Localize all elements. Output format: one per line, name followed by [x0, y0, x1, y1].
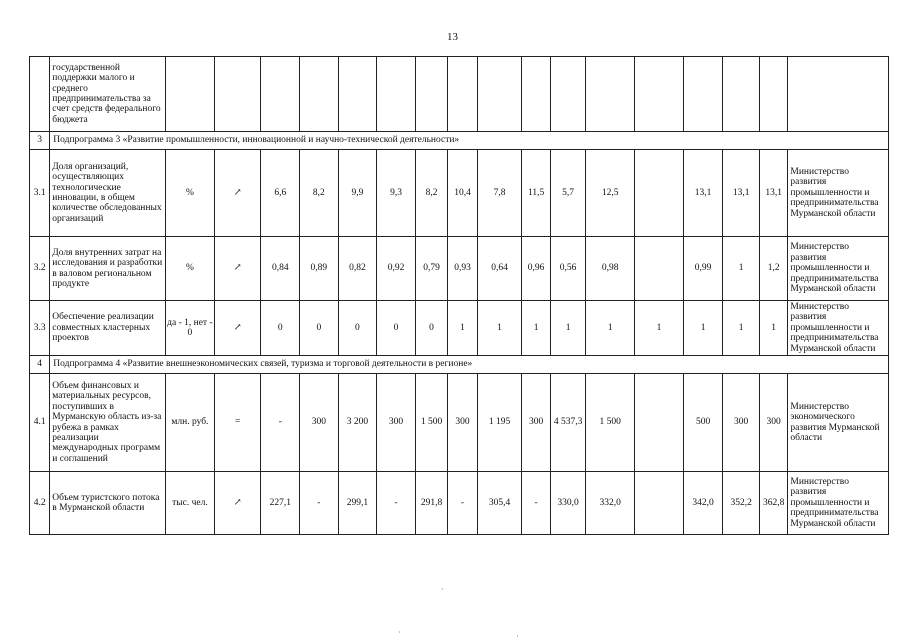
value-cell: 11,5: [522, 150, 550, 237]
value-cell: 300: [300, 374, 339, 472]
value-cell: 13,1: [759, 150, 787, 237]
direction-icon: ↗: [214, 472, 261, 535]
responsible-cell: Министерство развития промышленности и предпринимательства Мурманской области: [788, 237, 889, 301]
value-cell: 0,92: [377, 237, 416, 301]
value-cell: 1 500: [586, 374, 635, 472]
value-cell: 342,0: [683, 472, 723, 535]
value-cell: 6,6: [261, 150, 300, 237]
page-number: 13: [447, 31, 458, 43]
subprogram-title: Подпрограмма 4 «Развитие внешнеэкономических связей, туризма и торговой деятельности в регионе»: [50, 356, 889, 374]
value-cell: 1: [723, 301, 760, 356]
indicator-name: Обеспечение реализации совместных кластерных проектов: [50, 301, 166, 356]
value-cell: 0,79: [415, 237, 447, 301]
table-row: [30, 374, 889, 472]
table-row: [30, 150, 889, 237]
value-cell: -: [300, 472, 339, 535]
row-number: 4.2: [30, 472, 50, 535]
value-cell: 0: [338, 301, 377, 356]
row-number: 4.1: [30, 374, 50, 472]
subprogram-3-header: [30, 132, 889, 150]
value-cell: 1: [477, 301, 522, 356]
row-number: 3.3: [30, 301, 50, 356]
responsible-cell: Министерство экономического развития Мурманской области: [788, 374, 889, 472]
value-cell: 5,7: [550, 150, 586, 237]
indicator-name: Объем финансовых и материальных ресурсов, поступивших в Мурманскую область из-за рубежа в рамках реализации международных программ и соглашений: [50, 374, 166, 472]
value-cell: 362,8: [759, 472, 787, 535]
table-row: [30, 472, 889, 535]
responsible-cell: Министерство развития промышленности и предпринимательства Мурманской области: [788, 301, 889, 356]
value-cell: 0: [415, 301, 447, 356]
value-cell: 4 537,3: [550, 374, 586, 472]
value-cell: 0: [300, 301, 339, 356]
direction-icon: ↗: [214, 301, 261, 356]
indicator-name: Доля организаций, осуществляющих технологические инновации, в общем количестве обследованных организаций: [50, 150, 166, 237]
value-cell: 291,8: [415, 472, 447, 535]
responsible-cell: Министерство развития промышленности и предпринимательства Мурманской области: [788, 472, 889, 535]
value-cell: 0,64: [477, 237, 522, 301]
value-cell: [635, 150, 684, 237]
value-cell: 500: [683, 374, 723, 472]
value-cell: 9,3: [377, 150, 416, 237]
value-cell: 10,4: [448, 150, 477, 237]
value-cell: 1 195: [477, 374, 522, 472]
scan-speck: ·: [398, 628, 401, 637]
value-cell: -: [377, 472, 416, 535]
direction-icon: ↗: [214, 237, 261, 301]
value-cell: 0,56: [550, 237, 586, 301]
unit-cell: тыс. чел.: [166, 472, 215, 535]
value-cell: 8,2: [300, 150, 339, 237]
value-cell: 0,98: [586, 237, 635, 301]
indicators-table: [29, 56, 889, 535]
table-row-continuation: [30, 57, 889, 132]
direction-icon: ↗: [214, 150, 261, 237]
value-cell: 1: [586, 301, 635, 356]
row-number: 3.1: [30, 150, 50, 237]
value-cell: 1: [759, 301, 787, 356]
value-cell: 300: [448, 374, 477, 472]
unit-cell: да - 1, нет - 0: [166, 301, 215, 356]
value-cell: 12,5: [586, 150, 635, 237]
value-cell: 0,89: [300, 237, 339, 301]
value-cell: 1: [723, 237, 760, 301]
unit-cell: %: [166, 150, 215, 237]
subprogram-4-header: [30, 356, 889, 374]
value-cell: 8,2: [415, 150, 447, 237]
value-cell: 300: [723, 374, 760, 472]
value-cell: 0,84: [261, 237, 300, 301]
value-cell: 300: [522, 374, 550, 472]
unit-cell: %: [166, 237, 215, 301]
value-cell: 13,1: [683, 150, 723, 237]
value-cell: -: [261, 374, 300, 472]
row-number: 3: [30, 132, 50, 150]
value-cell: 330,0: [550, 472, 586, 535]
value-cell: -: [522, 472, 550, 535]
value-cell: 3 200: [338, 374, 377, 472]
value-cell: 0,93: [448, 237, 477, 301]
table-row: [30, 301, 889, 356]
value-cell: 1,2: [759, 237, 787, 301]
value-cell: 1: [448, 301, 477, 356]
direction-icon: =: [214, 374, 261, 472]
row-number: 3.2: [30, 237, 50, 301]
value-cell: 13,1: [723, 150, 760, 237]
indicator-name: государственной поддержки малого и среднего предпринимательства за счет средств федерального бюджета: [50, 57, 166, 132]
value-cell: 0: [261, 301, 300, 356]
value-cell: 300: [759, 374, 787, 472]
value-cell: -: [448, 472, 477, 535]
value-cell: 0,99: [683, 237, 723, 301]
value-cell: 305,4: [477, 472, 522, 535]
value-cell: 1: [683, 301, 723, 356]
unit-cell: млн. руб.: [166, 374, 215, 472]
value-cell: [635, 374, 684, 472]
value-cell: 1: [550, 301, 586, 356]
value-cell: 352,2: [723, 472, 760, 535]
responsible-cell: Министерство развития промышленности и предпринимательства Мурманской области: [788, 150, 889, 237]
value-cell: 1: [522, 301, 550, 356]
value-cell: 0: [377, 301, 416, 356]
indicator-name: Доля внутренних затрат на исследования и разработки в валовом региональном продукте: [50, 237, 166, 301]
value-cell: 300: [377, 374, 416, 472]
value-cell: 1 500: [415, 374, 447, 472]
value-cell: 227,1: [261, 472, 300, 535]
value-cell: [635, 237, 684, 301]
value-cell: [635, 472, 684, 535]
indicator-name: Объем туристского потока в Мурманской области: [50, 472, 166, 535]
row-number: 4: [30, 356, 50, 374]
value-cell: 9,9: [338, 150, 377, 237]
value-cell: 1: [635, 301, 684, 356]
subprogram-title: Подпрограмма 3 «Развитие промышленности, инновационной и научно-технической деятельности»: [50, 132, 889, 150]
value-cell: 299,1: [338, 472, 377, 535]
value-cell: 0,96: [522, 237, 550, 301]
value-cell: 0,82: [338, 237, 377, 301]
row-number: [30, 57, 50, 132]
scan-speck: ·: [516, 632, 519, 641]
value-cell: 7,8: [477, 150, 522, 237]
scan-speck: ·: [441, 585, 444, 594]
value-cell: 332,0: [586, 472, 635, 535]
table-row: [30, 237, 889, 301]
